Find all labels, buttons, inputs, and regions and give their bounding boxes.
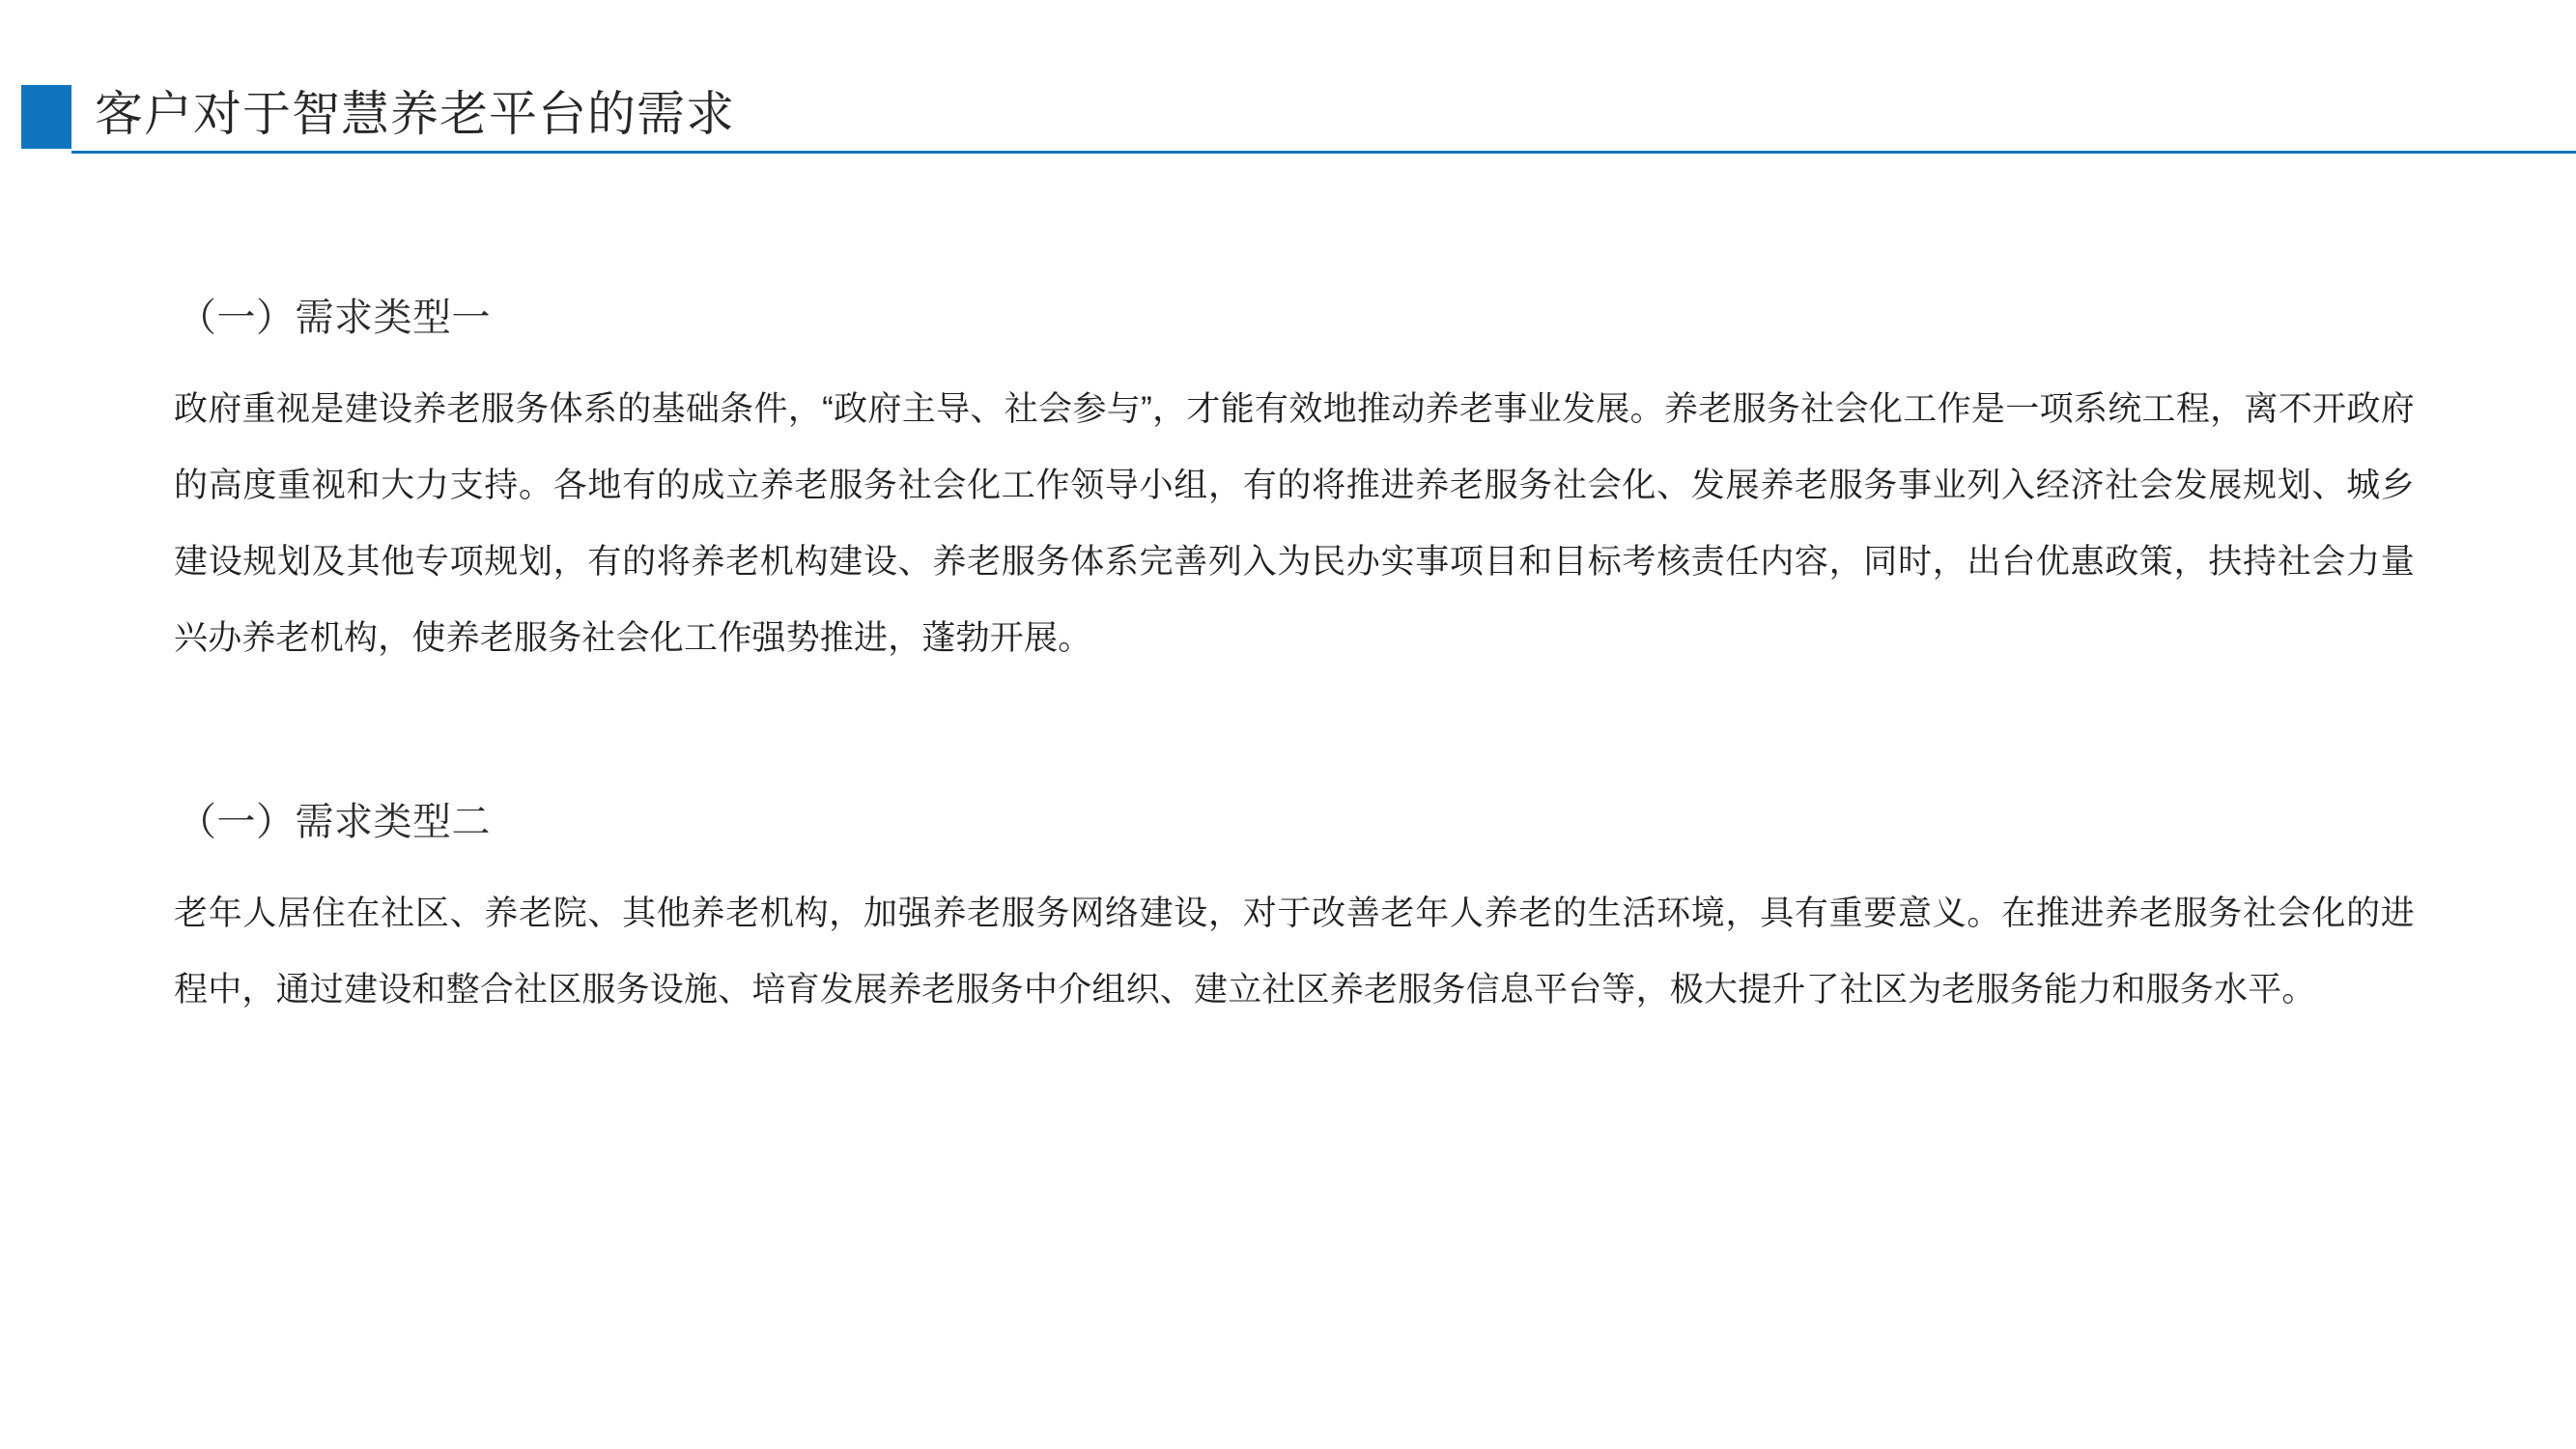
slide-body — [174, 290, 2415, 1028]
page-title: 客户对于智慧养老平台的需求 — [95, 87, 735, 141]
section-heading: （一）需求类型二 — [178, 801, 491, 843]
section-requirement-type-1 — [174, 290, 2415, 676]
rectangle-marker-icon — [21, 85, 71, 149]
slide-title-band — [0, 75, 2576, 158]
section-paragraph: 老年人居住在社区、养老院、其他养老机构，加强养老服务网络建设，对于改善老年人养老的生活环境，具有重要意义。在推进养老服务社会化的进程中，通过建设和整合社区服务设施、培育发展养老服务中介组织、建立社区养老服务信息平台等，极大提升了社区为老服务能力和服务水平。 — [174, 895, 2415, 1009]
section-paragraph: 政府重视是建设养老服务体系的基础条件，“政府主导、社会参与”，才能有效地推动养老事业发展。养老服务社会化工作是一项系统工程，离不开政府的高度重视和大力支持。各地有的成立养老服务社会化工作领导小组，有的将推进养老服务社会化、发展养老服务事业列入经济社会发展规划、城乡建设规划及其他专项规划，有的将养老机构建设、养老服务体系完善列入为民办实事项目和目标考核责任内容，同时，出台优惠政策，扶持社会力量兴办养老机构，使养老服务社会化工作强势推进，蓬勃开展。 — [174, 390, 2415, 657]
title-divider — [71, 151, 2576, 154]
section-requirement-type-2 — [174, 794, 2415, 1028]
section-heading: （一）需求类型一 — [178, 297, 491, 339]
